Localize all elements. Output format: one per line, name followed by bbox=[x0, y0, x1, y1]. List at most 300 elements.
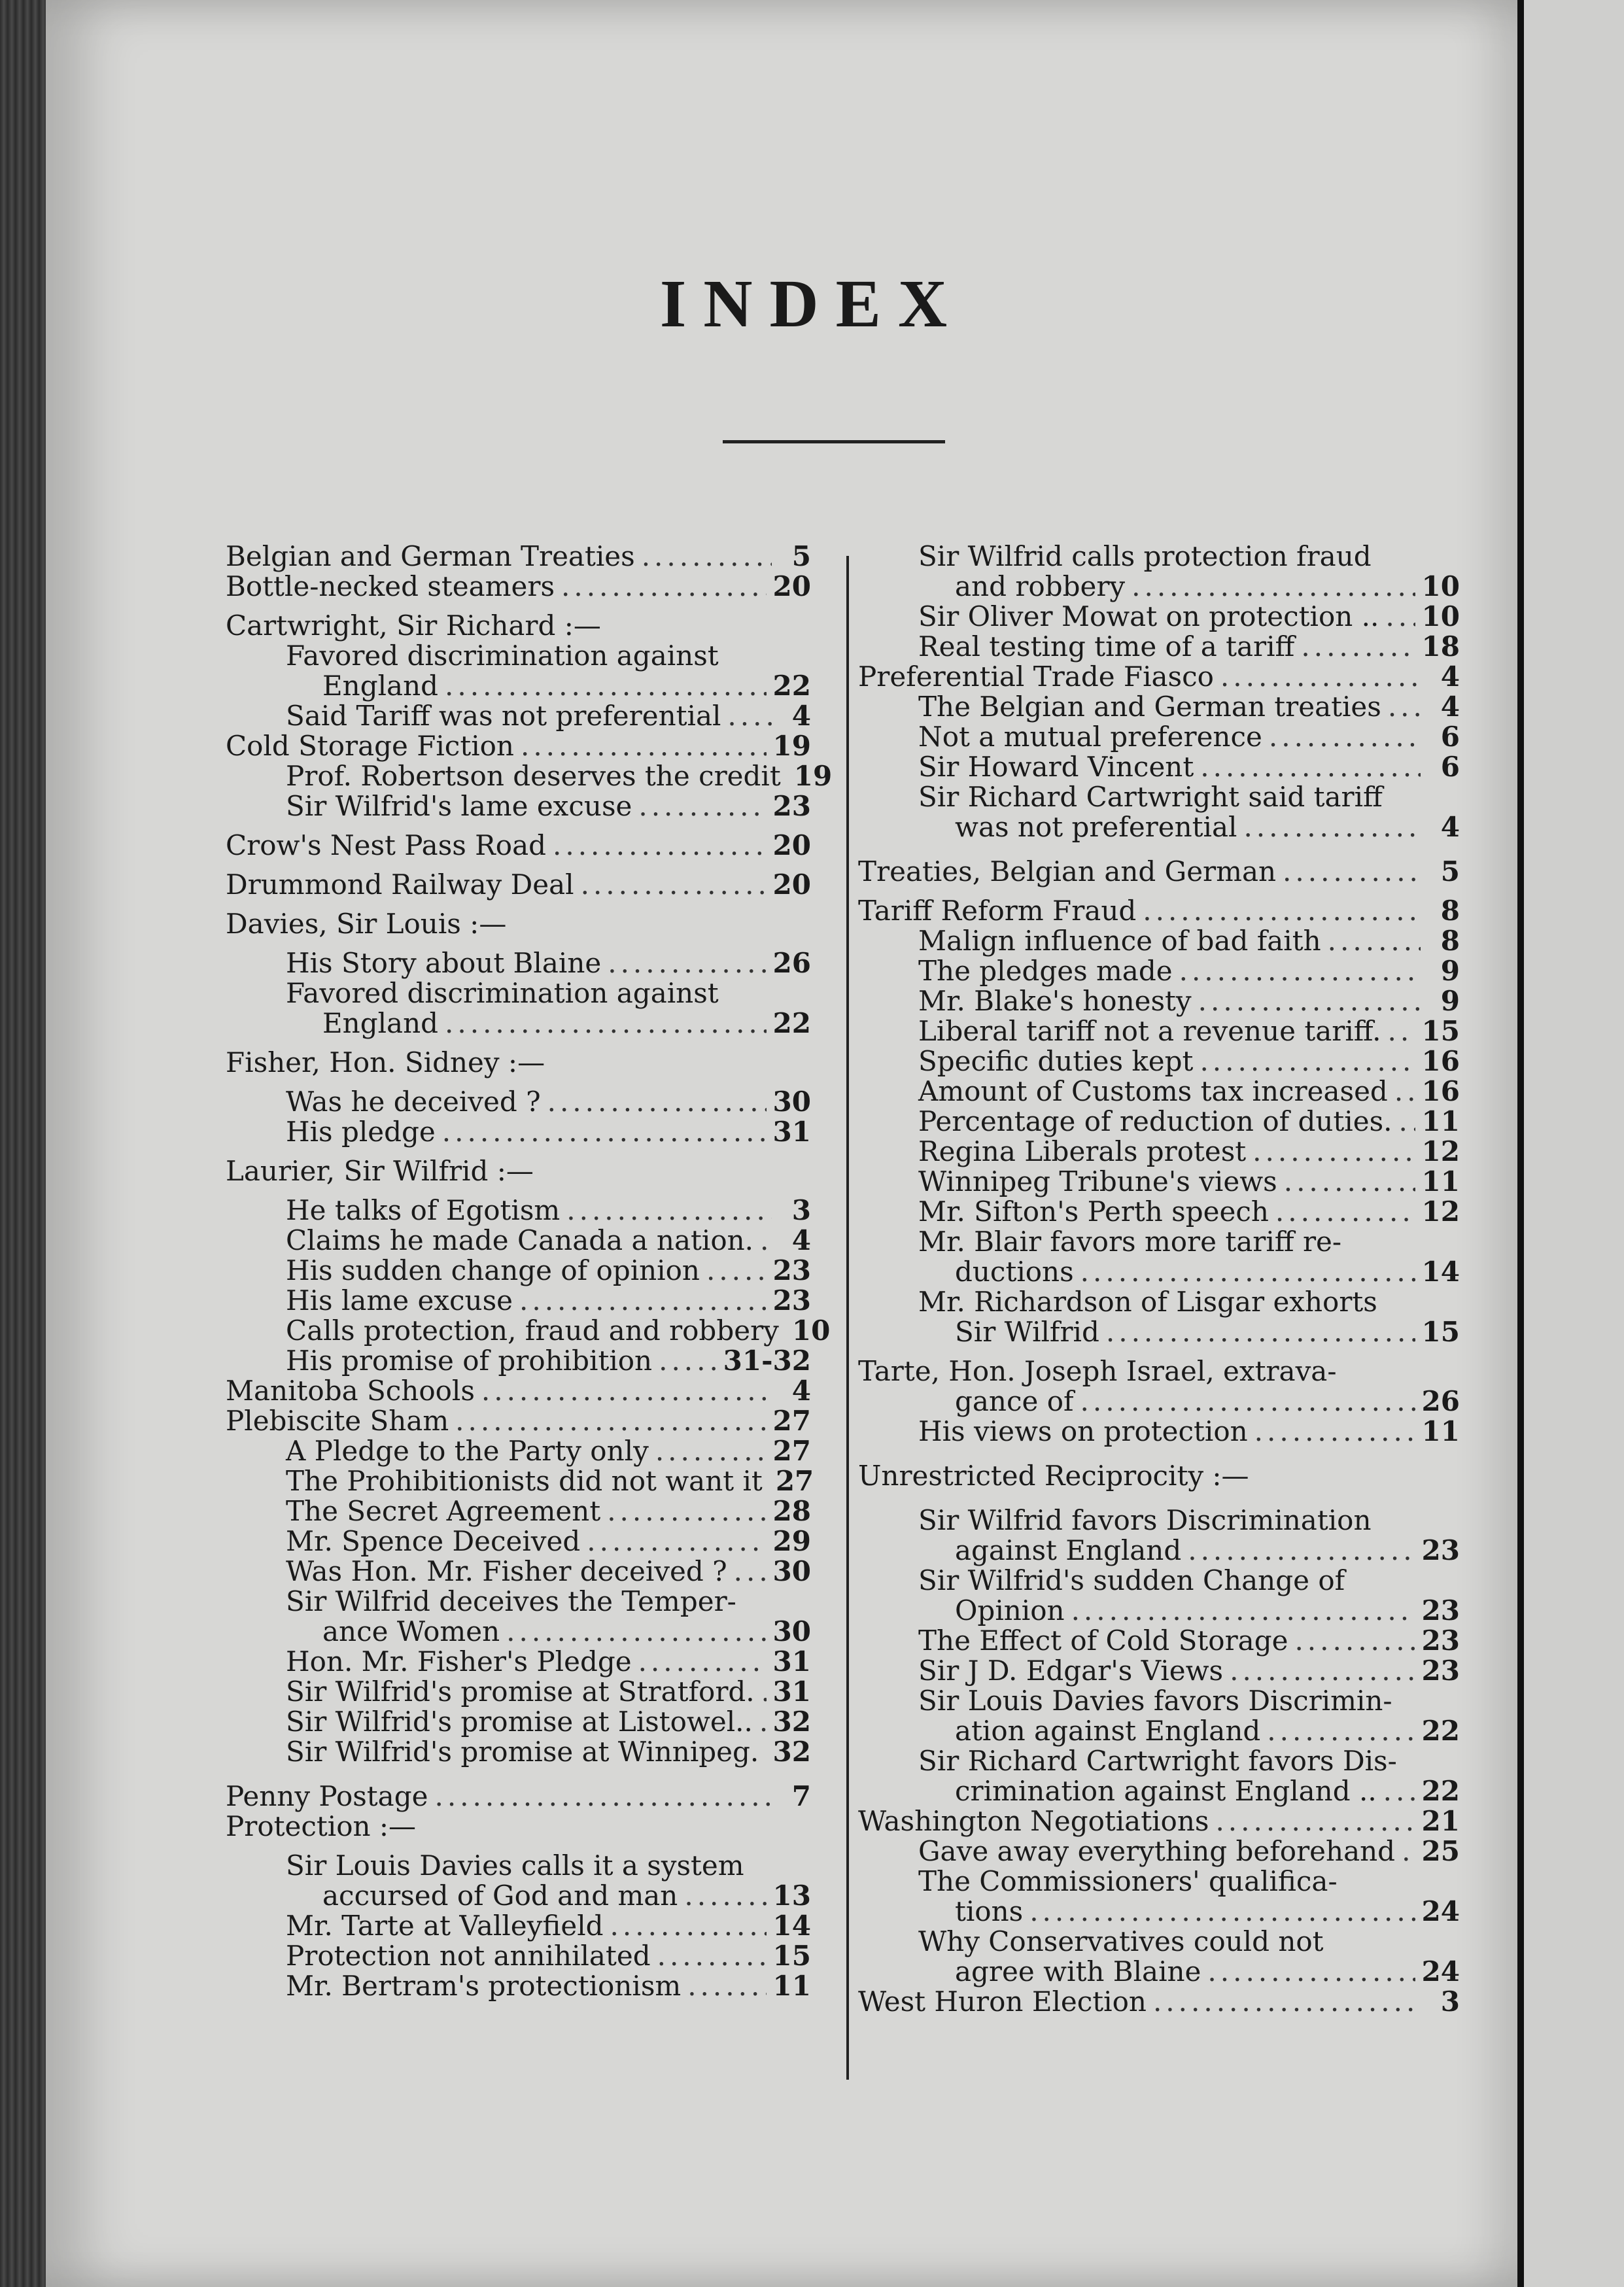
dot-leader bbox=[1188, 1536, 1415, 1566]
index-entry bbox=[226, 1087, 811, 1117]
entry-text: was not preferential bbox=[955, 811, 1237, 843]
page-number: 16 bbox=[1421, 1045, 1460, 1077]
entry-text: Cold Storage Fiction bbox=[226, 730, 514, 762]
page-number: 23 bbox=[1421, 1625, 1460, 1657]
dot-leader bbox=[442, 1117, 767, 1147]
index-entry bbox=[858, 857, 1460, 887]
page-number: 19 bbox=[793, 760, 833, 792]
index-entry bbox=[858, 572, 1460, 602]
page-number: 22 bbox=[1421, 1775, 1460, 1807]
dot-leader bbox=[1143, 896, 1421, 926]
dot-leader bbox=[760, 1226, 772, 1256]
page-number: 23 bbox=[772, 1284, 811, 1316]
page-number: 23 bbox=[1421, 1594, 1460, 1626]
page-number: 14 bbox=[772, 1910, 811, 1942]
index-entry bbox=[858, 896, 1460, 926]
index-entry bbox=[858, 1197, 1460, 1227]
page-number: 8 bbox=[1440, 925, 1460, 957]
dot-leader bbox=[547, 1087, 767, 1117]
entry-text: West Huron Election bbox=[858, 1986, 1147, 2018]
index-entry bbox=[226, 1315, 831, 1347]
entry-text: Sir Wilfrid's promise at Stratford. bbox=[286, 1676, 755, 1708]
dot-leader bbox=[687, 1971, 766, 2001]
page-number: 23 bbox=[1421, 1534, 1460, 1566]
entry-text: against England bbox=[955, 1534, 1182, 1566]
entry-text: Sir Wilfrid's promise at Listowel.. bbox=[286, 1706, 753, 1738]
page-number: 30 bbox=[772, 1615, 811, 1647]
dot-leader bbox=[434, 1781, 772, 1812]
page-number: 8 bbox=[1440, 895, 1460, 927]
dot-leader bbox=[608, 948, 766, 978]
page-number: 30 bbox=[772, 1555, 811, 1587]
page-number: 15 bbox=[1421, 1316, 1460, 1348]
entry-text: Penny Postage bbox=[226, 1780, 428, 1812]
page-number: 32 bbox=[772, 1736, 811, 1768]
dot-leader bbox=[1179, 956, 1421, 986]
entry-text: Sir J D. Edgar's Views bbox=[918, 1655, 1224, 1687]
index-entry bbox=[858, 1046, 1460, 1076]
page-number: 4 bbox=[791, 1224, 811, 1256]
page-number: 9 bbox=[1440, 985, 1460, 1017]
page-number: 10 bbox=[1421, 600, 1460, 632]
dot-leader bbox=[561, 572, 767, 602]
entry-text: Belgian and German Treaties bbox=[226, 540, 635, 572]
page-number: 18 bbox=[1421, 630, 1460, 662]
index-entry bbox=[226, 1941, 811, 1971]
entry-text: England bbox=[322, 1007, 439, 1039]
entry-text: He talks of Egotism bbox=[286, 1194, 561, 1226]
index-entry bbox=[226, 1008, 811, 1039]
entry-text: Amount of Customs tax increased bbox=[918, 1075, 1388, 1107]
dot-leader bbox=[1328, 926, 1421, 956]
page-number: 14 bbox=[1421, 1256, 1460, 1288]
entry-text: Mr. Bertram's protectionism bbox=[286, 1970, 682, 2002]
index-heading: Laurier, Sir Wilfrid :— bbox=[226, 1155, 534, 1187]
page-number: 20 bbox=[772, 868, 811, 901]
dot-leader bbox=[1200, 752, 1421, 782]
dot-leader bbox=[759, 1707, 767, 1737]
index-column-right bbox=[858, 542, 1460, 2017]
page-number: 24 bbox=[1421, 1955, 1460, 1987]
page-number: 20 bbox=[772, 829, 811, 861]
entry-text: ation against England bbox=[955, 1715, 1261, 1747]
dot-leader bbox=[566, 1195, 772, 1226]
dot-leader bbox=[1383, 1776, 1415, 1806]
dot-leader bbox=[684, 1881, 766, 1911]
dot-leader bbox=[445, 1008, 767, 1039]
index-entry bbox=[226, 831, 811, 861]
dot-leader bbox=[1080, 1257, 1415, 1287]
page-number: 11 bbox=[1421, 1415, 1460, 1447]
page-number: 25 bbox=[1421, 1835, 1460, 1867]
page-number: 23 bbox=[772, 790, 811, 822]
index-entry bbox=[226, 1971, 811, 2001]
dot-leader bbox=[445, 671, 767, 701]
index-entry bbox=[226, 731, 811, 761]
entry-text: Opinion bbox=[955, 1594, 1065, 1626]
index-entry bbox=[858, 1806, 1460, 1836]
page-number: 21 bbox=[1421, 1805, 1460, 1837]
entry-text: Regina Liberals protest bbox=[918, 1135, 1247, 1167]
page-number: 32 bbox=[772, 1706, 811, 1738]
dot-leader bbox=[519, 1286, 767, 1316]
entry-text: gance of bbox=[955, 1385, 1074, 1417]
dot-leader bbox=[1230, 1656, 1415, 1686]
index-entry bbox=[858, 1987, 1460, 2017]
index-entry bbox=[226, 1781, 811, 1812]
dot-leader bbox=[610, 1911, 767, 1941]
page-number: 10 bbox=[1421, 570, 1460, 602]
index-heading: Sir Louis Davies calls it a system bbox=[286, 1849, 744, 1882]
entry-text: accursed of God and man bbox=[322, 1880, 678, 1912]
index-entry bbox=[226, 572, 811, 602]
page-number: 31-32 bbox=[723, 1345, 811, 1377]
dot-leader bbox=[481, 1376, 772, 1406]
dot-leader bbox=[553, 831, 767, 861]
index-entry bbox=[226, 1526, 811, 1556]
page-number: 4 bbox=[1440, 811, 1460, 843]
page-number: 4 bbox=[1440, 661, 1460, 693]
page-number: 9 bbox=[1440, 955, 1460, 987]
dot-leader bbox=[1198, 986, 1421, 1016]
index-entry bbox=[858, 812, 1460, 842]
next-page-edge bbox=[1524, 0, 1624, 2287]
index-heading: Sir Wilfrid deceives the Temper- bbox=[286, 1585, 736, 1617]
index-heading: Cartwright, Sir Richard :— bbox=[226, 610, 601, 642]
index-entry bbox=[858, 986, 1460, 1016]
dot-leader bbox=[1220, 662, 1421, 692]
index-heading: Sir Louis Davies favors Discrimin- bbox=[918, 1685, 1392, 1717]
entry-text: Washington Negotiations bbox=[858, 1805, 1209, 1837]
index-entry bbox=[226, 1226, 811, 1256]
index-entry bbox=[858, 956, 1460, 986]
entry-text: ductions bbox=[955, 1256, 1074, 1288]
page-number: 26 bbox=[772, 947, 811, 979]
index-entry bbox=[226, 1465, 814, 1497]
index-heading: The Commissioners' qualifica- bbox=[918, 1865, 1338, 1897]
index-entry bbox=[858, 1836, 1460, 1866]
page-number: 22 bbox=[772, 1007, 811, 1039]
entry-text: His lame excuse bbox=[286, 1284, 513, 1316]
dot-leader bbox=[655, 1436, 767, 1466]
index-entry bbox=[226, 1707, 811, 1737]
entry-text: Treaties, Belgian and German bbox=[858, 855, 1277, 887]
dot-leader bbox=[1385, 602, 1415, 632]
index-heading: Mr. Richardson of Lisgar exhorts bbox=[918, 1286, 1377, 1318]
entry-text: tions bbox=[955, 1895, 1024, 1927]
index-heading: Unrestricted Reciprocity :— bbox=[858, 1460, 1249, 1492]
dot-leader bbox=[1071, 1596, 1415, 1626]
index-entry bbox=[226, 1556, 811, 1587]
book-spine bbox=[0, 0, 46, 2287]
entry-text: Protection not annihilated bbox=[286, 1940, 651, 1972]
entry-text: crimination against England .. bbox=[955, 1775, 1377, 1807]
page-number: 27 bbox=[772, 1405, 811, 1437]
page-number: 3 bbox=[1440, 1986, 1460, 2018]
index-entry bbox=[226, 760, 833, 792]
index-entry bbox=[226, 1286, 811, 1316]
page-number: 5 bbox=[1440, 855, 1460, 887]
entry-text: Drummond Railway Deal bbox=[226, 868, 574, 901]
entry-text: and robbery bbox=[955, 570, 1126, 602]
entry-text: A Pledge to the Party only bbox=[286, 1435, 649, 1467]
page-number: 11 bbox=[772, 1970, 811, 2002]
page-number: 11 bbox=[1421, 1165, 1460, 1197]
entry-text: Said Tariff was not preferential bbox=[286, 700, 721, 732]
page-number: 6 bbox=[1440, 751, 1460, 783]
index-entry bbox=[226, 1406, 811, 1436]
index-entry bbox=[226, 1117, 811, 1147]
index-entry bbox=[226, 1496, 811, 1526]
dot-leader bbox=[765, 1737, 766, 1767]
entry-text: The Effect of Cold Storage bbox=[918, 1625, 1288, 1657]
page-number: 11 bbox=[1421, 1105, 1460, 1137]
index-heading: Sir Richard Cartwright favors Dis- bbox=[918, 1745, 1397, 1777]
page-number: 13 bbox=[772, 1880, 811, 1912]
entry-text: Prof. Robertson deserves the credit bbox=[286, 760, 781, 792]
dot-leader bbox=[1294, 1626, 1415, 1656]
index-entry bbox=[858, 1656, 1460, 1686]
dot-leader bbox=[638, 1647, 767, 1677]
entry-text: The Belgian and German treaties bbox=[918, 691, 1381, 723]
index-entry bbox=[858, 602, 1460, 632]
page-number: 4 bbox=[791, 1375, 811, 1407]
index-entry bbox=[858, 1076, 1460, 1107]
index-entry bbox=[858, 1776, 1460, 1806]
dot-leader bbox=[727, 701, 772, 731]
page-number: 31 bbox=[772, 1116, 811, 1148]
index-heading: Sir Richard Cartwright said tariff bbox=[918, 781, 1383, 813]
entry-text: Bottle-necked steamers bbox=[226, 570, 555, 602]
index-heading: Mr. Blair favors more tariff re- bbox=[918, 1226, 1342, 1258]
page-number: 23 bbox=[1421, 1655, 1460, 1687]
index-entry bbox=[226, 1376, 811, 1406]
entry-text: agree with Blaine bbox=[955, 1955, 1201, 1987]
index-column-left bbox=[226, 540, 833, 2002]
entry-text: The Prohibitionists did not want it bbox=[286, 1465, 763, 1497]
entry-text: Preferential Trade Fiasco bbox=[858, 661, 1214, 693]
index-entry bbox=[858, 1016, 1460, 1046]
index-entry bbox=[858, 1417, 1460, 1447]
entry-text: Claims he made Canada a nation. bbox=[286, 1224, 754, 1256]
index-entry bbox=[858, 632, 1460, 662]
index-heading: Protection :— bbox=[226, 1810, 417, 1842]
index-entry bbox=[858, 1716, 1460, 1746]
dot-leader bbox=[1106, 1317, 1415, 1347]
page-number: 5 bbox=[791, 540, 811, 572]
index-entry bbox=[226, 948, 811, 978]
page-number: 10 bbox=[791, 1315, 831, 1347]
dot-leader bbox=[607, 1496, 766, 1526]
dot-leader bbox=[657, 1941, 767, 1971]
index-entry bbox=[226, 542, 811, 572]
dot-leader bbox=[1200, 1046, 1415, 1076]
column-divider bbox=[846, 556, 849, 2080]
page-number: 12 bbox=[1421, 1135, 1460, 1167]
entry-text: His Story about Blaine bbox=[286, 947, 602, 979]
page-number: 4 bbox=[791, 700, 811, 732]
page-number: 16 bbox=[1421, 1075, 1460, 1107]
dot-leader bbox=[1215, 1806, 1415, 1836]
index-entry bbox=[858, 1626, 1460, 1656]
index-entry bbox=[226, 1911, 811, 1941]
entry-text: Mr. Blake's honesty bbox=[918, 985, 1192, 1017]
index-heading: Fisher, Hon. Sidney :— bbox=[226, 1046, 545, 1078]
page-number: 30 bbox=[772, 1086, 811, 1118]
index-entry bbox=[226, 1647, 811, 1677]
entry-text: Mr. Spence Deceived bbox=[286, 1525, 581, 1557]
dot-leader bbox=[1267, 1716, 1415, 1746]
dot-leader bbox=[642, 542, 772, 572]
index-entry bbox=[226, 701, 811, 731]
dot-leader bbox=[1399, 1107, 1415, 1137]
index-entry bbox=[226, 1881, 811, 1911]
entry-text: Calls protection, fraud and robbery bbox=[286, 1315, 779, 1347]
dot-leader bbox=[1080, 1386, 1415, 1417]
entry-text: His views on protection bbox=[918, 1415, 1248, 1447]
index-entry bbox=[858, 662, 1460, 692]
index-entry bbox=[858, 1536, 1460, 1566]
index-entry bbox=[858, 1596, 1460, 1626]
dot-leader bbox=[587, 1526, 766, 1556]
entry-text: Liberal tariff not a revenue tariff. bbox=[918, 1015, 1381, 1047]
page-number: 22 bbox=[1421, 1715, 1460, 1747]
dot-leader bbox=[706, 1256, 767, 1286]
index-entry bbox=[858, 1957, 1460, 1987]
index-heading: Why Conservatives could not bbox=[918, 1925, 1324, 1957]
index-entry bbox=[858, 752, 1460, 782]
dot-leader bbox=[1243, 812, 1421, 842]
page-number: 20 bbox=[772, 570, 811, 602]
dot-leader bbox=[581, 870, 767, 900]
page-number: 23 bbox=[772, 1254, 811, 1286]
page-number: 12 bbox=[1421, 1195, 1460, 1228]
dot-leader bbox=[455, 1406, 766, 1436]
index-entry bbox=[858, 722, 1460, 752]
dot-leader bbox=[1153, 1987, 1421, 2017]
entry-text: Was he deceived ? bbox=[286, 1086, 541, 1118]
entry-text: Not a mutual preference bbox=[918, 721, 1262, 753]
index-entry bbox=[858, 692, 1460, 722]
dot-leader bbox=[506, 1617, 766, 1647]
entry-text: Gave away everything beforehand bbox=[918, 1835, 1396, 1867]
dot-leader bbox=[1402, 1836, 1415, 1866]
page-number: 7 bbox=[791, 1780, 811, 1812]
dot-leader bbox=[1253, 1137, 1415, 1167]
page-title: INDEX bbox=[659, 266, 965, 341]
page-number: 27 bbox=[772, 1435, 811, 1467]
dot-leader bbox=[1283, 857, 1421, 887]
entry-text: Mr. Tarte at Valleyfield bbox=[286, 1910, 604, 1942]
dot-leader bbox=[1269, 722, 1421, 752]
index-entry bbox=[226, 1436, 811, 1466]
index-entry bbox=[858, 926, 1460, 956]
entry-text: His sudden change of opinion bbox=[286, 1254, 700, 1286]
entry-text: The pledges made bbox=[918, 955, 1173, 987]
page-number: 15 bbox=[1421, 1015, 1460, 1047]
entry-text: ance Women bbox=[322, 1615, 500, 1647]
title-rule bbox=[723, 440, 945, 443]
entry-text: Hon. Mr. Fisher's Pledge bbox=[286, 1645, 632, 1677]
index-heading: Favored discrimination against bbox=[286, 640, 719, 672]
entry-text: Manitoba Schools bbox=[226, 1375, 475, 1407]
page-number: 29 bbox=[772, 1525, 811, 1557]
entry-text: Was Hon. Mr. Fisher deceived ? bbox=[286, 1555, 727, 1587]
entry-text: Mr. Sifton's Perth speech bbox=[918, 1195, 1269, 1228]
index-entry bbox=[858, 1386, 1460, 1417]
page-fold bbox=[1517, 0, 1524, 2287]
dot-leader bbox=[1207, 1957, 1415, 1987]
entry-text: Tariff Reform Fraud bbox=[858, 895, 1137, 927]
dot-leader bbox=[1029, 1897, 1415, 1927]
index-entry bbox=[226, 791, 811, 821]
index-heading: Davies, Sir Louis :— bbox=[226, 908, 507, 940]
page-number: 4 bbox=[1440, 691, 1460, 723]
index-entry bbox=[858, 1897, 1460, 1927]
dot-leader bbox=[1301, 632, 1415, 662]
index-entry bbox=[858, 1257, 1460, 1287]
index-entry bbox=[858, 1107, 1460, 1137]
entry-text: Malign influence of bad faith bbox=[918, 925, 1321, 957]
dot-leader bbox=[1284, 1167, 1415, 1197]
dot-leader bbox=[659, 1346, 717, 1376]
index-entry bbox=[226, 1256, 811, 1286]
dot-leader bbox=[1132, 572, 1415, 602]
index-heading: Favored discrimination against bbox=[286, 977, 719, 1009]
dot-leader bbox=[638, 791, 766, 821]
dot-leader bbox=[1387, 1016, 1415, 1046]
index-heading: Sir Wilfrid favors Discrimination bbox=[918, 1504, 1372, 1536]
entry-text: Winnipeg Tribune's views bbox=[918, 1165, 1277, 1197]
dot-leader bbox=[761, 1677, 767, 1707]
page-number: 31 bbox=[772, 1676, 811, 1708]
entry-text: His promise of prohibition bbox=[286, 1345, 653, 1377]
index-entry bbox=[226, 671, 811, 701]
page-number: 3 bbox=[791, 1194, 811, 1226]
entry-text: Percentage of reduction of duties. bbox=[918, 1105, 1392, 1137]
index-entry bbox=[858, 1317, 1460, 1347]
dot-leader bbox=[1275, 1197, 1415, 1227]
index-entry bbox=[226, 1195, 811, 1226]
entry-text: Plebiscite Sham bbox=[226, 1405, 449, 1437]
index-entry bbox=[226, 1737, 811, 1767]
entry-text: Sir Howard Vincent bbox=[918, 751, 1194, 783]
index-entry bbox=[226, 1346, 811, 1376]
page-number: 31 bbox=[772, 1645, 811, 1677]
index-heading: Sir Wilfrid calls protection fraud bbox=[918, 540, 1372, 572]
index-heading: Sir Wilfrid's sudden Change of bbox=[918, 1564, 1345, 1596]
dot-leader bbox=[1388, 692, 1421, 722]
dot-leader bbox=[1394, 1076, 1415, 1107]
page-number: 24 bbox=[1421, 1895, 1460, 1927]
page-number: 19 bbox=[772, 730, 811, 762]
index-entry bbox=[226, 1617, 811, 1647]
page-number: 27 bbox=[775, 1465, 814, 1497]
index-entry bbox=[226, 1677, 811, 1707]
entry-text: Specific duties kept bbox=[918, 1045, 1194, 1077]
entry-text: The Secret Agreement bbox=[286, 1495, 601, 1527]
page-number: 28 bbox=[772, 1495, 811, 1527]
index-heading: Tarte, Hon. Joseph Israel, extrava- bbox=[858, 1355, 1337, 1387]
entry-text: Real testing time of a tariff bbox=[918, 630, 1295, 662]
index-entry bbox=[858, 1167, 1460, 1197]
entry-text: Sir Wilfrid bbox=[955, 1316, 1099, 1348]
entry-text: England bbox=[322, 670, 439, 702]
dot-leader bbox=[734, 1556, 767, 1587]
page-number: 26 bbox=[1421, 1385, 1460, 1417]
dot-leader bbox=[1254, 1417, 1415, 1447]
entry-text: Crow's Nest Pass Road bbox=[226, 829, 546, 861]
